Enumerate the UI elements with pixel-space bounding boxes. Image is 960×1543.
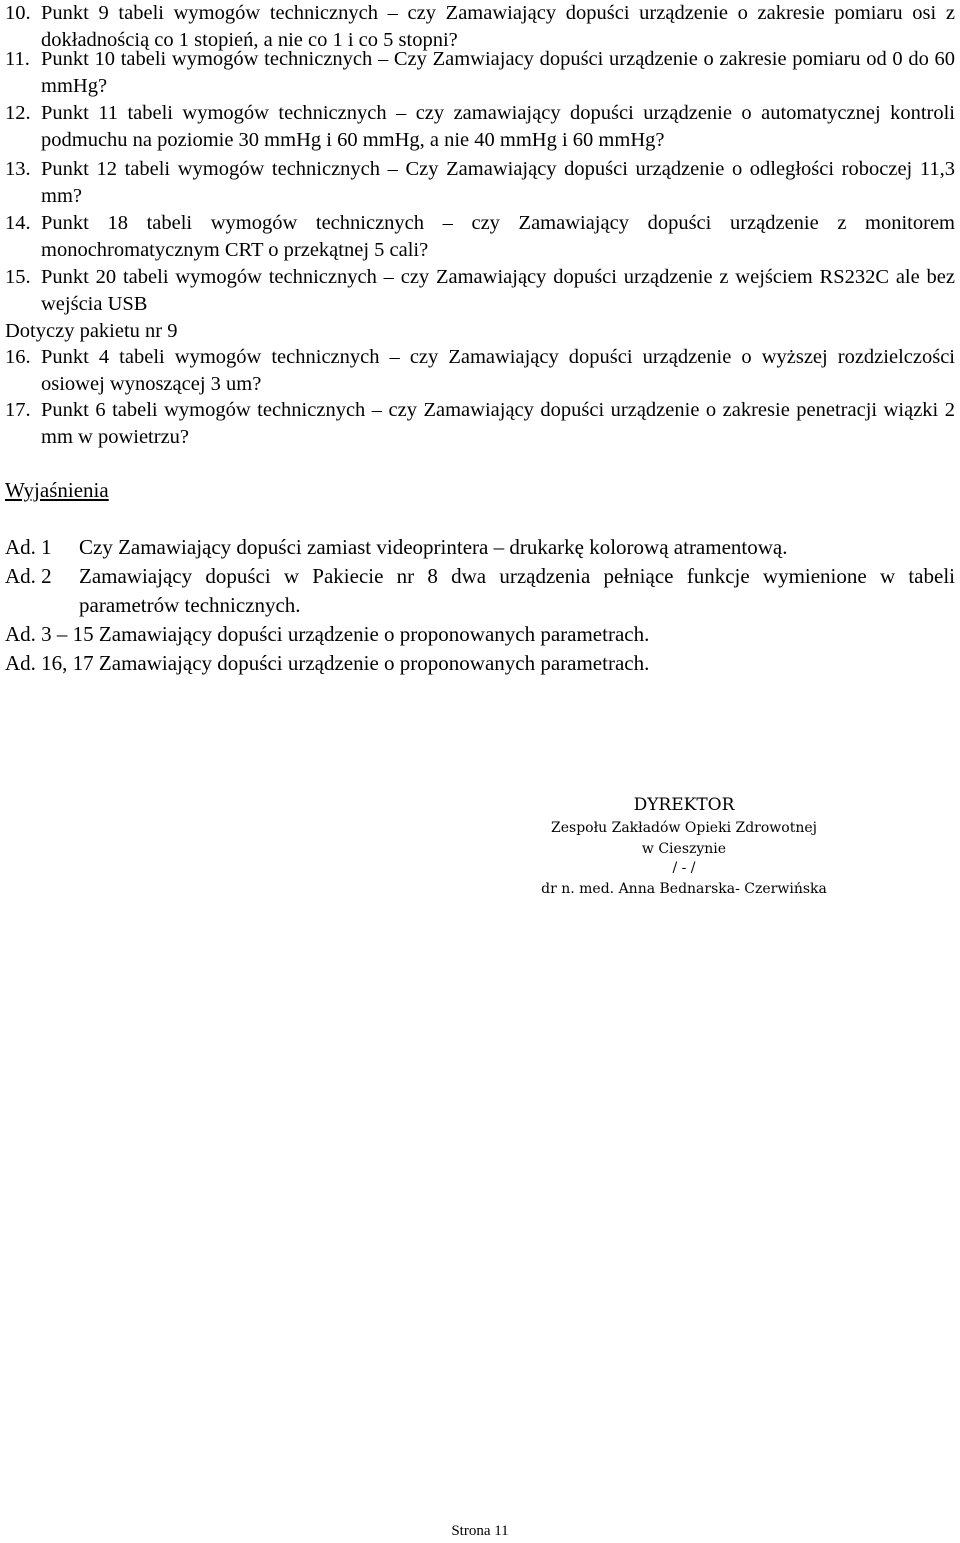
answer-1: [5, 533, 955, 562]
question-text: Punkt 6 tabeli wymogów technicznych – czy Zamawiający dopuści urządzenie o zakresie penetracji wiązki 2 mm w powietrzu?: [41, 399, 955, 448]
question-number: 11.: [5, 48, 30, 70]
answer-16-17: [5, 649, 955, 678]
answer-text: Zamawiający dopuści urządzenie o proponowanych parametrach.: [98, 622, 650, 646]
signature-mark: / - /: [672, 860, 696, 876]
question-17: [5, 397, 955, 451]
question-number: 13.: [5, 158, 31, 180]
question-text: Punkt 11 tabeli wymogów technicznych – czy zamawiający dopuści urządzenie o automatycznej kontroli podmuchu na poziomie 30 mmHg i 60 mmHg, a nie 40 mmHg i 60 mmHg?: [41, 102, 955, 151]
signature-city: w Cieszynie: [641, 841, 727, 857]
answer-label: Ad. 2: [5, 564, 52, 588]
answer-text: Zamawiający dopuści w Pakiecie nr 8 dwa urządzenia pełniące funkcje wymienione w tabeli parametrów technicznych.: [79, 564, 955, 617]
answer-3-15: [5, 620, 955, 649]
question-text: Punkt 9 tabeli wymogów technicznych – czy Zamawiający dopuści urządzenie o zakresie pomiaru osi z dokładnością co 1 stopień, a nie co 1 i co 5 stopni?: [41, 2, 955, 51]
question-number: 17.: [5, 399, 31, 421]
answer-label: Ad. 16, 17: [5, 651, 94, 675]
explanations-heading: Wyjaśnienia: [5, 478, 109, 502]
signature-title: DYREKTOR: [633, 795, 735, 815]
answer-2: [5, 562, 955, 620]
page-number: Strona 11: [451, 1523, 509, 1539]
question-13: [5, 156, 955, 210]
answer-label: Ad. 1: [5, 535, 52, 559]
question-number: 14.: [5, 212, 31, 234]
question-11: [5, 46, 955, 100]
question-number: 10.: [5, 2, 31, 24]
answer-label: Ad. 3 – 15: [5, 622, 94, 646]
question-text: Punkt 18 tabeli wymogów technicznych – czy Zamawiający dopuści urządzenie z monitorem monochromatycznym CRT o przekątnej 5 cali?: [41, 212, 955, 261]
package-note: Dotyczy pakietu nr 9: [5, 320, 178, 342]
question-number: 15.: [5, 266, 31, 288]
answer-text: Czy Zamawiający dopuści zamiast videoprintera – drukarkę kolorową atramentową.: [79, 535, 788, 559]
question-number: 12.: [5, 102, 31, 124]
answer-text: Zamawiający dopuści urządzenie o proponowanych parametrach.: [98, 651, 650, 675]
question-text: Punkt 12 tabeli wymogów technicznych – Czy Zamawiający dopuści urządzenie o odległości roboczej 11,3 mm?: [41, 158, 955, 207]
question-text: Punkt 4 tabeli wymogów technicznych – czy Zamawiający dopuści urządzenie o wyższej rozdzielczości osiowej wynoszącej 3 um?: [41, 346, 955, 395]
question-16: [5, 344, 955, 398]
signature-org: Zespołu Zakładów Opieki Zdrowotnej: [551, 820, 817, 836]
signature-name: dr n. med. Anna Bednarska- Czerwińska: [541, 881, 827, 897]
question-text: Punkt 10 tabeli wymogów technicznych – Czy Zamwiajacy dopuści urządzenie o zakresie pomiaru od 0 do 60 mmHg?: [41, 48, 955, 97]
question-12: [5, 100, 955, 154]
question-14: [5, 210, 955, 264]
question-text: Punkt 20 tabeli wymogów technicznych – czy Zamawiający dopuści urządzenie z wejściem RS232C ale bez wejścia USB: [41, 266, 955, 315]
question-number: 16.: [5, 346, 31, 368]
question-15: [5, 264, 955, 318]
